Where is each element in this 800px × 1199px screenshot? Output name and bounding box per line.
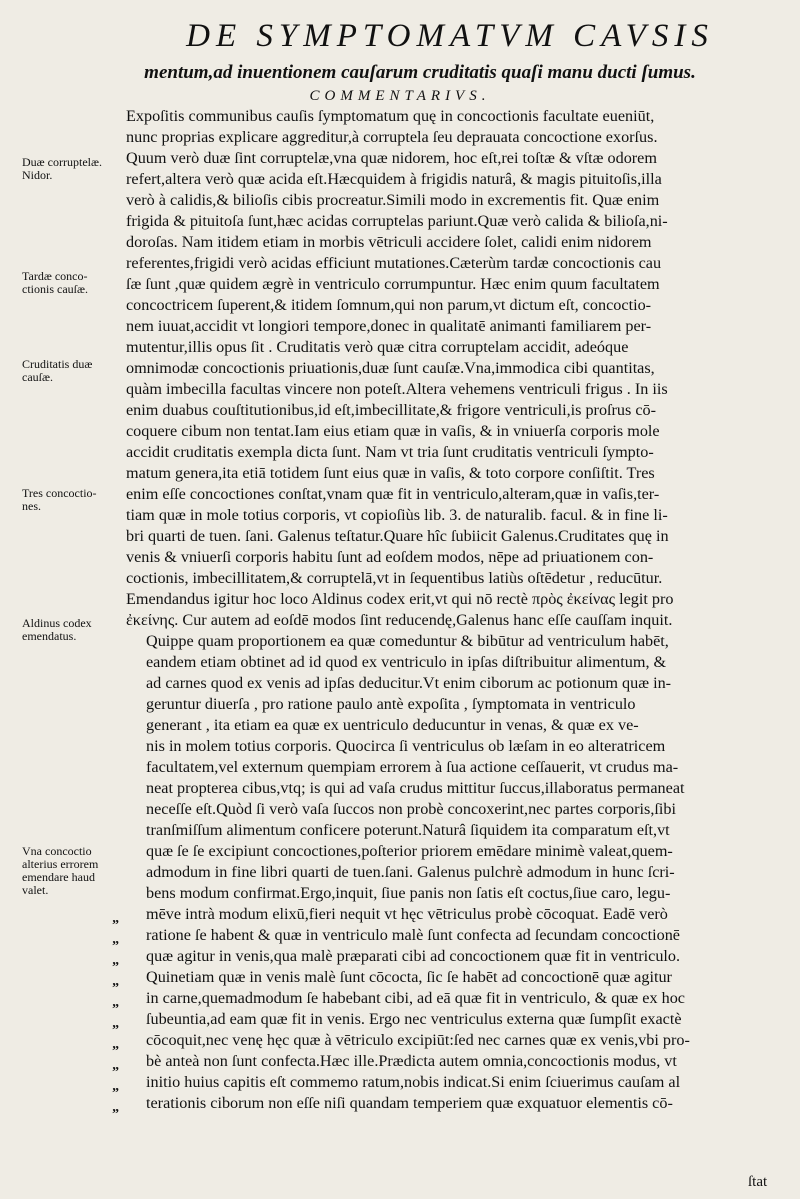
text-line: Expoſitis communibus cauſis ſymptomatum quę in concoctionis facultate eueniūt, [126,107,655,125]
text-line: in carne,quemadmodum ſe habebant cibi, ad eā quæ fit in ventriculo, & quæ ex hoc [146,989,685,1007]
text-line: mēve intrà modum elixū,fieri nequit vt hęc vētriculus probè cōcoquat. Eadē verò [146,905,668,923]
text-line: ſubeuntia,ad eam quæ fit in venis. Ergo nec ventriculus externa quæ ſumpſit exactè [146,1010,682,1028]
marginal-note-line: ctionis cauſæ. [22,282,88,296]
text-line: bri quarti de tuen. ſani. Galenus teſtatur.Quare hîc ſubiicit Galenus.Cruditates quę in [126,527,669,545]
text-line: tranſmiſſum alimentum conficere poterunt.Naturâ ſiquidem ita comparatum eſt,vt [146,821,670,839]
text-line: Emendandus igitur hoc loco Aldinus codex erit,vt qui nō rectè πρὸς ἐκείνας legit pro [126,590,674,608]
text-line: geruntur diuerſa , pro ratione paulo antè expoſita , ſymptomata in ventriculo [146,695,636,713]
text-line: facultatem,vel externum quempiam errorem à ſua actione ceſſauerit, vt crudus ma- [146,758,679,776]
marginal-note [22,845,122,897]
text-line: nem iuuat,accidit vt longiori tempore,donec in qualitatē animanti familiarem per- [126,317,652,335]
text-line: coctionis, imbecillitatem,& corruptelā,vt in ſequentibus latiùs oſtēdetur , reducūtur. [126,569,663,587]
text-line: coquere cibum non tentat.Iam eius etiam quæ in vaſis, & in vniuerſa corporis mole [126,422,660,440]
text-line: Quippe quam proportionem ea quæ comeduntur & bibūtur ad ventriculum habēt, [146,632,669,650]
text-line: bè anteà non ſunt confecta.Hæc ille.Prædicta autem omnia,concoctionis modus, vt [146,1052,677,1070]
marginal-note [22,617,122,643]
marginal-note-line: alterius errorem [22,857,99,871]
marginal-note-line: Vna concoctio [22,844,92,858]
text-line: eandem etiam obtinet ad id quod ex ventriculo in ipſas diſtribuitur alimentum, & [146,653,667,671]
text-line: generant , ita etiam ea quæ ex uentriculo deducuntur in venas, & quæ ex ve- [146,716,639,734]
running-title: DE SYMPTOMATVM CAVSIS [186,18,714,54]
text-line: venis & vniuerſi corporis habitu ſunt ad eoſdem modos, nēpe ad priuationem con- [126,548,654,566]
quote-mark: ” [112,1023,119,1038]
marginal-note [22,358,122,384]
text-line: admodum in fine libri quarti de tuen.ſani. Galenus pulchrè admodum in hunc ſcri- [146,863,675,881]
quote-mark: ” [112,1086,119,1101]
text-line: ratione ſe habent & quæ in ventriculo malè ſunt confecta ad ſecundam concoctionē [146,926,680,944]
text-line: quàm imbecilla facultas vincere non poteſt.Altera vehemens ventriculi frigus . In iis [126,380,668,398]
text-line: ad carnes quod ex venis ad ipſas deducitur.Vt enim ciborum ac potionum quæ in- [146,674,672,692]
text-line: verò à calidis,& bilioſis cibis procreatur.Simili modo in excrementis fit. Quæ enim [126,191,660,209]
text-line: terationis ciborum non eſſe niſi quandam temperiem quæ exquatuor elementis cō- [146,1094,673,1112]
text-line: concoctricem ſuperent,& itidem ſomnum,qui non parum,vt dictum eſt, concoctio- [126,296,652,314]
text-line: matum genera,ita etiā totidem ſunt eius quæ in vaſis, & toto corpore conſiſtit. Tres [126,464,655,482]
continued-line: mentum,ad inuentionem cauſarum cruditatis quaſi manu ducti ſumus. [144,62,696,83]
text-line: doroſas. Nam itidem etiam in morbis vētriculi accidere ſolet, calidi enim nidorem [126,233,652,251]
quote-mark: ” [112,981,119,996]
catchword: ſtat [748,1174,768,1190]
marginal-note-line: nes. [22,499,41,513]
text-line: enim duabus couſtitutionibus,id eſt,imbecillitate,& frigore ventriculi,is proſrus cō- [126,401,657,419]
quote-mark: ” [112,960,119,975]
marginal-note [22,156,122,182]
text-line: quæ agitur in venis,qua malè præparati cibi ad concoctionem quæ fit in ventriculo. [146,947,681,965]
text-line: frigida & pituitoſa ſunt,hæc acidas corruptelas pariunt.Quæ verò calida & bilioſa,ni- [126,212,668,230]
text-line: tiam quæ in mole totius corporis, vt copioſiùs lib. 3. de naturalib. facul. & in fine li- [126,506,668,524]
marginal-note-line: Aldinus codex [22,616,92,630]
text-line: nunc proprias explicare aggreditur,à corruptela ſeu deprauata concoctione exorſus. [126,128,658,146]
quote-mark: ” [112,939,119,954]
text-line: neat propterea cibus,vtq; is qui ad vaſa crudus mittitur ſuccus,illaboratus permaneat [146,779,685,797]
marginal-note-line: Duæ corruptelæ. [22,155,102,169]
text-line: refert,altera verò quæ acida eſt.Hæcquidem à frigidis naturâ, & magis pituitoſis,illa [126,170,662,188]
text-line: ἐκείνης. Cur autem ad eoſdē modos ſint reducendę,Galenus hanc eſſe cauſſam inquit. [126,611,673,629]
text-line: ſæ ſunt ,quæ quidem ægrè in ventriculo corrumpuntur. Hæc enim quum facultatem [126,275,660,293]
text-line: omnimodæ concoctionis priuationis,duæ ſunt cauſæ.Vna,immodica cibi quantitas, [126,359,655,377]
marginal-note-line: valet. [22,883,49,897]
marginal-note-line: Nidor. [22,168,53,182]
text-line: quæ ſe ſe excipiunt concoctiones,poſterior priorem emēdare minimè valeat,quem- [146,842,673,860]
marginal-note-line: cauſæ. [22,370,53,384]
text-line: referentes,frigidi verò acidas efficiunt mutationes.Cæterùm tardæ concoctionis cau [126,254,662,272]
marginal-note-line: Cruditatis duæ [22,357,93,371]
marginal-note-line: emendare haud [22,870,95,884]
marginal-note-line: Tardæ conco- [22,269,88,283]
text-line: nis in molem totius corporis. Quocirca ſi ventriculus ob læſam in eo alteratricem [146,737,666,755]
text-line: Quinetiam quæ in venis malè ſunt cōcocta, ſic ſe habēt ad concoctionē quæ agitur [146,968,672,986]
marginal-note-line: emendatus. [22,629,77,643]
text-line: Quum verò duæ ſint corruptelæ,vna quæ nidorem, hoc eſt,rei toſtæ & vſtæ odorem [126,149,657,167]
commentary-text [126,106,788,1114]
text-line: enim eſſe concoctiones conſtat,vnam quæ fit in ventriculo,alteram,quæ in vaſis,ter- [126,485,660,503]
text-line: initio huius capitis eſt commemo ratum,nobis indicat.Si enim ſciuerimus cauſam al [146,1073,681,1091]
quote-mark: ” [112,1044,119,1059]
quote-mark: ” [112,1065,119,1080]
quote-mark: ” [112,1002,119,1017]
marginal-note-line: Tres concoctio- [22,486,97,500]
commentarius-heading: COMMENTARIVS. [309,88,491,104]
text-line: cōcoquit,nec venę hęc quæ à vētriculo excipiūt:ſed nec carnes quæ ex venis,vbi pro- [146,1031,690,1049]
marginal-note [22,487,122,513]
text-line: accidit cruditatis exempla dicta ſunt. Nam vt tria ſunt cruditatis ventriculi ſympto- [126,443,654,461]
text-line: bens modum confirmat.Ergo,inquit, ſiue panis non ſatis eſt coctus,ſiue caro, legu- [146,884,671,902]
text-line: mutentur,illis opus ſit . Cruditatis verò quæ citra corruptelam accidit, adeóque [126,338,629,356]
quote-mark: ” [112,918,119,933]
marginal-note [22,270,122,296]
quote-mark: ” [112,1107,119,1122]
text-line: neceſſe eſt.Quòd ſi verò vaſa ſuccos non probè concoxerint,nec partes corporis,ſibi [146,800,676,818]
